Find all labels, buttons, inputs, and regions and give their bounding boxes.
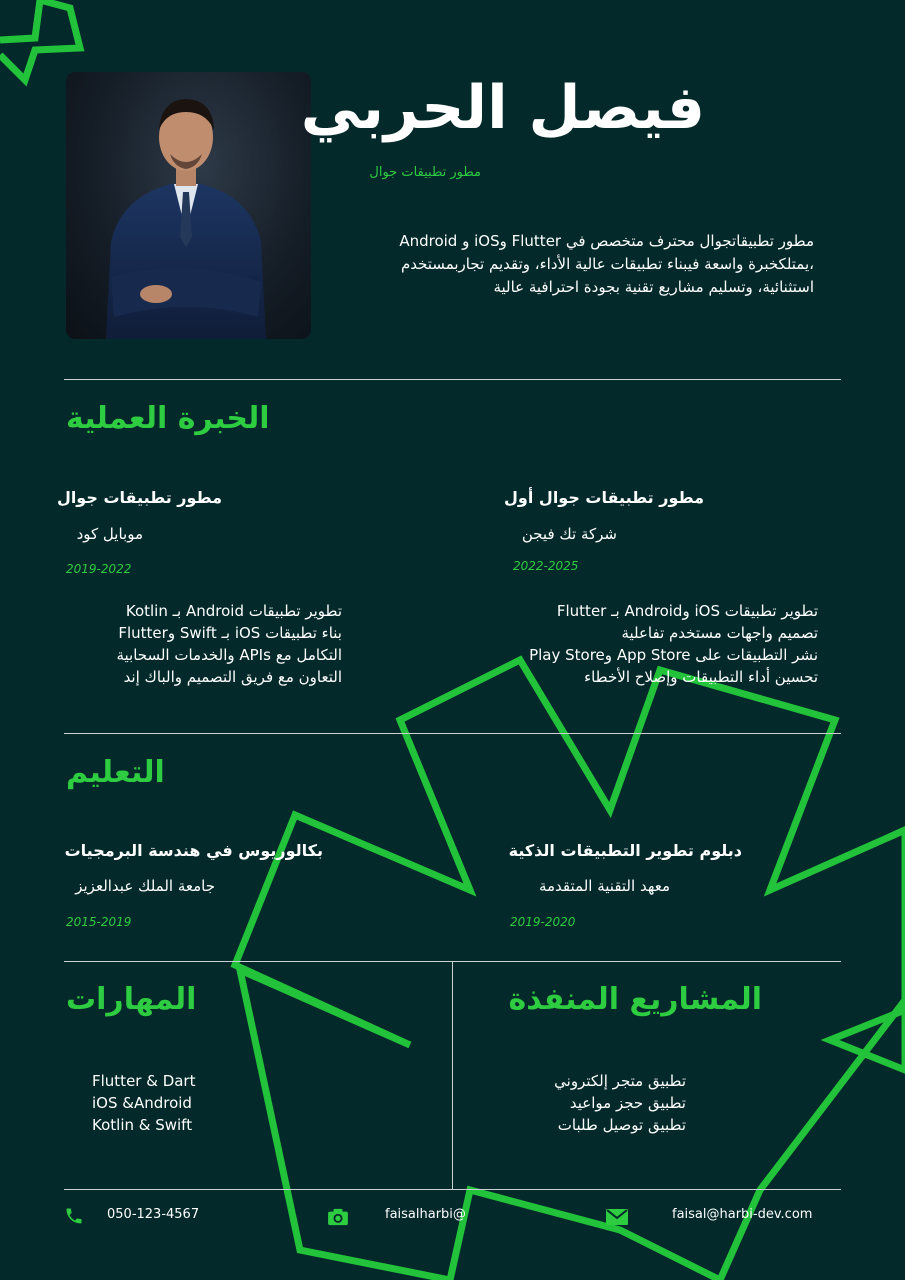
job-subtitle: مطور تطبيقات جوال xyxy=(369,165,481,180)
projects-heading: المشاريع المنفذة xyxy=(508,982,762,1017)
project-item: تطبيق توصيل طلبات xyxy=(557,1116,686,1134)
skills-list xyxy=(92,1070,195,1136)
job-bullets-2 xyxy=(116,600,342,688)
divider-footer xyxy=(64,1189,841,1190)
experience-heading: الخبرة العملية xyxy=(66,401,270,436)
divider-experience xyxy=(64,733,841,734)
job-bullets-1 xyxy=(529,600,818,688)
contact-instagram[interactable]: faisalharbi@ xyxy=(385,1207,466,1222)
contact-email[interactable]: faisal@harbi-dev.com xyxy=(672,1207,813,1222)
camera-icon xyxy=(327,1208,349,1226)
skill-item: Kotlin & Swift xyxy=(92,1116,193,1134)
project-item: تطبيق حجز مواعيد xyxy=(569,1094,686,1112)
skill-item: iOS &Android xyxy=(92,1094,192,1112)
contact-phone[interactable]: 050-123-4567 xyxy=(107,1207,200,1222)
skills-heading: المهارات xyxy=(66,982,197,1017)
skill-item: Flutter & Dart xyxy=(92,1072,196,1090)
projects-list xyxy=(554,1070,686,1136)
job-company-2: موبايل كود xyxy=(76,525,143,543)
phone-icon xyxy=(64,1206,84,1226)
education-title-2: بكالوريوس في هندسة البرمجيات xyxy=(64,841,323,860)
job-title-2: مطور تطبيقات جوال xyxy=(56,488,222,507)
job-dates-1: 2022-2025 xyxy=(513,559,579,573)
job-dates-2: 2019-2022 xyxy=(66,562,132,576)
education-dates-2: 2015-2019 xyxy=(66,915,132,929)
job-bullet: تطوير تطبيقات Android بـ Kotlin xyxy=(125,602,342,620)
job-bullet: تحسين أداء التطبيقات وإصلاح الأخطاء xyxy=(584,668,818,686)
divider-header xyxy=(64,379,841,380)
education-heading: التعليم xyxy=(66,755,165,790)
education-title-1: دبلوم تطوير التطبيقات الذكية xyxy=(508,841,742,860)
job-bullet: بناء تطبيقات iOS بـ Swift وFlutter xyxy=(118,624,342,642)
education-institution-2: جامعة الملك عبدالعزيز xyxy=(75,877,215,895)
envelope-icon xyxy=(606,1209,628,1225)
job-bullet: تصميم واجهات مستخدم تفاعلية xyxy=(621,624,818,642)
about-paragraph: مطور تطبيقاتجوال محترف متخصص في Flutter وiOS و Android ،يمتلكخبرة واسعة فيبناء تطبيقات عالية الأداء، وتقديم تجاربمستخدم استثنائية، وتسليم مشاريع تقنية بجودة احترافية عالية xyxy=(399,232,814,296)
profile-photo xyxy=(66,72,311,339)
project-item: تطبيق متجر إلكتروني xyxy=(554,1072,686,1090)
job-bullet: تطوير تطبيقات iOS وAndroid بـ Flutter xyxy=(556,602,818,620)
job-title-1: مطور تطبيقات جوال أول xyxy=(504,488,704,507)
education-dates-1: 2019-2020 xyxy=(510,915,576,929)
job-bullet: التكامل مع APIs والخدمات السحابية xyxy=(116,646,342,664)
person-name: فيصل الحربي xyxy=(300,73,705,143)
job-bullet: التعاون مع فريق التصميم والباك إند xyxy=(123,668,342,686)
job-company-1: شركة تك فيجن xyxy=(521,525,617,543)
column-divider xyxy=(452,961,453,1189)
education-institution-1: معهد التقنية المتقدمة xyxy=(538,877,670,895)
job-bullet: نشر التطبيقات على App Store وPlay Store xyxy=(529,646,818,664)
